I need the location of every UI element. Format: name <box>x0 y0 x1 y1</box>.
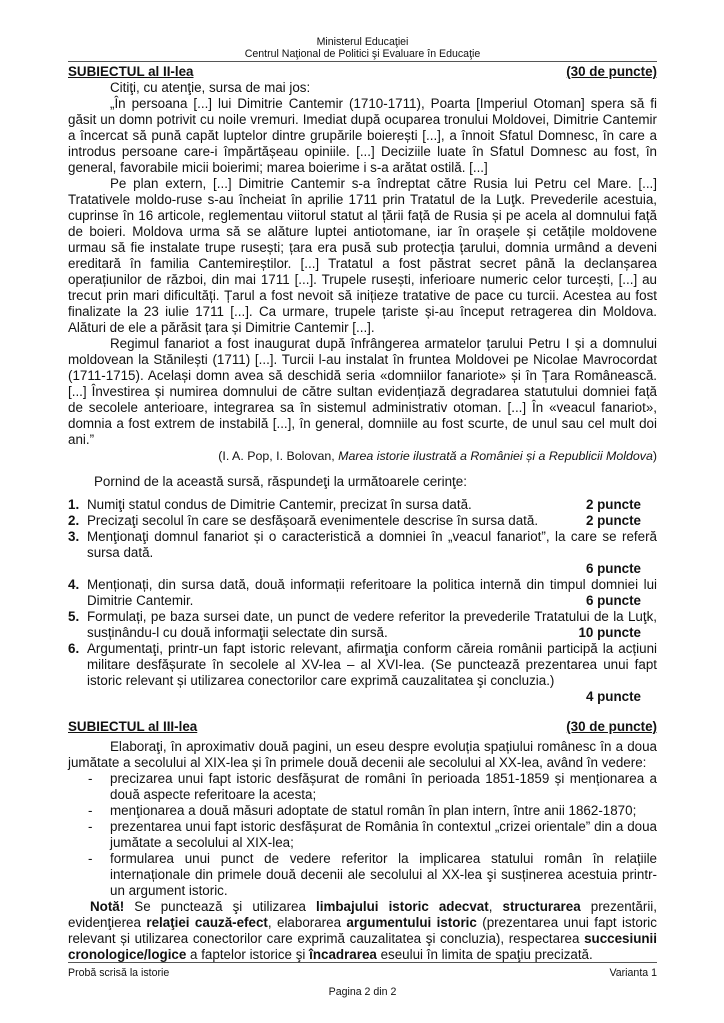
task-text: Formulați, pe baza sursei date, un punct de vedere referitor la prevederile Tratatului de la Luţk, susținându-l cu două informaţii selectate din sursă. <box>87 609 657 640</box>
dash-bullet: - <box>88 803 93 818</box>
subject2-instruction: Citiţi, cu atenţie, sursa de mai jos: <box>110 80 311 95</box>
essay-requirements <box>68 771 657 899</box>
task-item <box>68 577 657 609</box>
source-citation <box>68 448 657 464</box>
requirement-text: prezentarea unui fapt istoric desfășurat de România în contextul „crizei orientale” din a doua jumătate a secolului al XIX-lea; <box>110 819 657 850</box>
task-text: Menţionaţi domnul fanariot și o caracteristică a domniei în „veacul fanariot”, la care se referă sursa dată. <box>87 529 657 560</box>
task-item <box>68 529 657 577</box>
task-points: 4 puncte <box>585 689 641 704</box>
subject3-heading <box>68 719 657 735</box>
task-points: 2 puncte <box>585 513 641 528</box>
subject2-heading <box>68 64 657 80</box>
source-authors: (I. A. Pop, I. Bolovan, <box>218 449 339 463</box>
requirement-item <box>68 771 657 803</box>
header-divider <box>68 61 657 62</box>
source-paragraph-3: Regimul fanariot a fost inaugurat după înfrângerea armatelor țarului Petru I și a domnului moldovean la Stănilești (1711) [...]. Turcii l-au instalat în fruntea Moldovei pe Nicolae Mavrocordat (1711-1715). Același domn avea să deschidă seria «domniilor fanariote» și în Țara Românească. [...] Învestirea și numirea domnului de către sultan evidențiază degradarea statutului domniei față de secolele anterioare, integrarea sa în sistemul administrativ otoman. [...] În «veacul fanariot», domnia a fost extrem de instabilă [...], în general, domniile au fost scurte, de unul sau cel mult doi ani.” <box>68 336 657 447</box>
page-footer <box>68 962 657 998</box>
page-header <box>68 36 657 60</box>
task-text: Argumentaţi, printr-un fapt istoric relevant, afirmaţia conform căreia românii participă la acțiuni militare desfășurate în secolele al XV-lea – al XVI-lea. (Se punctează prezentarea unui fapt istoric relevant și utilizarea conectorilor care exprimă cauzalitatea şi concluzia.) <box>87 641 657 688</box>
header-ministry: Ministerul Educaţiei <box>316 36 409 48</box>
requirement-item <box>68 819 657 851</box>
task-points: 2 puncte <box>585 497 641 512</box>
header-center: Centrul Naţional de Politici şi Evaluare în Educaţie <box>244 48 481 60</box>
task-number: 1. <box>68 497 80 512</box>
task-points: 10 puncte <box>578 625 641 640</box>
essay-instruction: Elaboraţi, în aproximativ două pagini, un eseu despre evoluția spațiului românesc în a doua jumătate a secolului al XIX-lea și în primele două decenii ale secolului al XX-lea, având în vedere: <box>68 739 657 770</box>
footer-exam-name: Probă scrisă la istorie <box>68 967 170 979</box>
source-title: Marea istorie ilustrată a României și a Republicii Moldova <box>338 449 653 463</box>
subject2-title: SUBIECTUL al II-lea <box>68 64 194 79</box>
requirement-text: precizarea unui fapt istoric desfășurat de români în perioada 1851-1859 și menționarea a două aspecte referitoare la acesta; <box>110 771 657 802</box>
task-text: Numiţi statul condus de Dimitrie Cantemir, precizat în sursa dată. <box>87 497 472 512</box>
note-label: Notă! <box>90 899 125 914</box>
exam-page <box>68 36 657 963</box>
task-number: 3. <box>68 529 80 544</box>
task-list <box>68 497 657 705</box>
task-number: 6. <box>68 641 80 656</box>
dash-bullet: - <box>88 771 93 786</box>
page-number: Pagina 2 din 2 <box>328 986 397 998</box>
dash-bullet: - <box>88 851 93 866</box>
task-number: 5. <box>68 609 80 624</box>
source-close: ) <box>652 449 657 463</box>
subject3-points: (30 de puncte) <box>566 719 657 734</box>
footer-variant: Varianta 1 <box>609 967 657 979</box>
task-number: 2. <box>68 513 80 528</box>
subject2-points: (30 de puncte) <box>566 64 657 79</box>
task-points: 6 puncte <box>585 561 641 576</box>
task-number: 4. <box>68 577 80 592</box>
subject3-title: SUBIECTUL al III-lea <box>68 719 198 734</box>
task-item <box>68 609 657 641</box>
requirement-item <box>68 851 657 899</box>
requirement-item <box>68 803 657 819</box>
requirement-text: formularea unui punct de vedere referitor la implicarea statului român în relațiile internaționale din primele două decenii ale secolului al XX-lea şi susținerea acestuia printr-un argument istoric. <box>110 851 657 898</box>
grading-note: Notă! Se punctează şi utilizarea limbajului istoric adecvat, structurarea prezentării, evidenţierea relaţiei cauză-efect, elaborarea argumentului istoric (prezentarea unui fapt istoric relevant și utilizarea conectorilor care exprimă cauzalitatea şi concluzia), respectarea succesiunii cronologice/logice a faptelor istorice şi încadrarea eseului în limita de spaţiu precizată. <box>68 899 657 962</box>
requirement-text: menţionarea a două măsuri adoptate de statul român în plan intern, între anii 1862-1870; <box>110 803 637 818</box>
source-paragraph-1: „În persoana [...] lui Dimitrie Cantemir (1710-1711), Poarta [Imperiul Otoman] spera să fi găsit un domn potrivit cu noile vremuri. Imediat după ocuparea tronului Moldovei, Dimitrie Cantemir a încercat să pună capăt luptelor dintre grupările boierești [...], a înnoit Sfatul Domnesc, în care a introdus persoane care-i împărtășeau opiniile. [...] Deciziile luate în Sfatul Domnesc au fost, în general, favorabile micii boierimi; marea boierime i s-a arătat ostilă. [...] <box>68 96 657 175</box>
task-points: 6 puncte <box>585 593 641 608</box>
task-item <box>68 497 657 513</box>
task-text: Precizaţi secolul în care se desfășoară evenimentele descrise în sursa dată. <box>87 513 539 528</box>
source-paragraph-2: Pe plan extern, [...] Dimitrie Cantemir s-a îndreptat către Rusia lui Petru cel Mare. [...] Tratativele moldo-ruse s-au încheiat în aprilie 1711 prin Tratatul de la Luţk. Prevederile acestuia, cuprinse în 16 articole, reglementau viitorul statut al țării față de Rusia și pe acela al domnului față de boieri. Moldova urma să se alăture luptei antiotomane, iar în orașele și cetățile moldovene urmau să fie instalate trupe rusești; țara era pusă sub protecția țarului, domnia urmând a deveni ereditară în familia Cantemireștilor. [...] Tratatul a fost păstrat secret până la declanșarea operațiunilor de război, din mai 1711 [...]. Trupele rusești, inferioare numeric celor turcești, [...] au trecut prin mari dificultăți. Țarul a fost nevoit să inițieze tratative de pace cu turcii. Acestea au fost finalizate la 23 iulie 1711 [...]. Ca urmare, trupele țariste și-au început retragerea din Moldova. Alături de ele a părăsit țara și Dimitrie Cantemir [...]. <box>68 176 657 335</box>
task-item <box>68 641 657 705</box>
task-text: Menționați, din sursa dată, două informații referitoare la politica internă din timpul domniei lui Dimitrie Cantemir. <box>87 577 657 608</box>
task-item <box>68 513 657 529</box>
tasks-intro: Pornind de la această sursă, răspundeţi la următoarele cerinţe: <box>94 474 467 489</box>
dash-bullet: - <box>88 819 93 834</box>
